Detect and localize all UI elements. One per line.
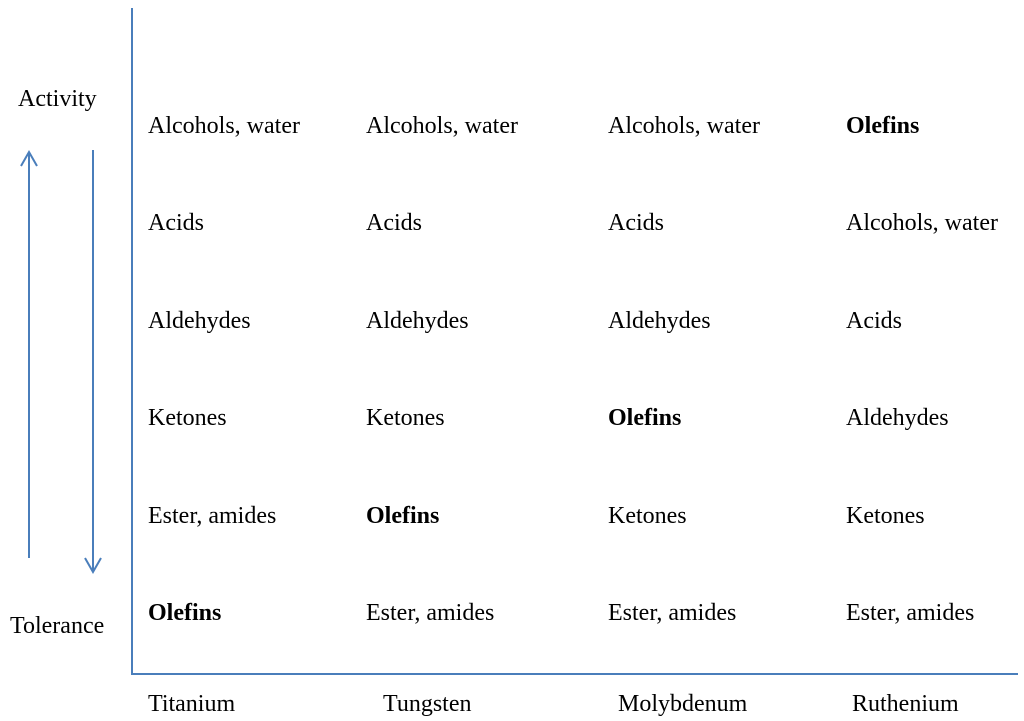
cell-ruthenium-1: Olefins [846, 113, 920, 139]
cell-molybdenum-5: Ketones [608, 503, 687, 529]
cell-tungsten-1: Alcohols, water [366, 113, 518, 139]
cell-tungsten-2: Acids [366, 210, 422, 236]
metal-label-tungsten: Tungsten [383, 691, 472, 717]
cell-titanium-5: Ester, amides [148, 503, 277, 529]
cell-ruthenium-4: Aldehydes [846, 405, 949, 431]
metal-label-molybdenum: Molybdenum [618, 691, 748, 717]
cell-tungsten-4: Ketones [366, 405, 445, 431]
cell-ruthenium-3: Acids [846, 308, 902, 334]
cell-molybdenum-6: Ester, amides [608, 600, 737, 626]
cell-molybdenum-4: Olefins [608, 405, 682, 431]
activity-label: Activity [18, 86, 97, 112]
down-arrow-icon [85, 150, 101, 572]
cell-ruthenium-5: Ketones [846, 503, 925, 529]
cell-ruthenium-6: Ester, amides [846, 600, 975, 626]
cell-titanium-1: Alcohols, water [148, 113, 300, 139]
cell-titanium-4: Ketones [148, 405, 227, 431]
cell-tungsten-5: Olefins [366, 503, 440, 529]
cell-titanium-6: Olefins [148, 600, 222, 626]
up-arrow-icon [21, 152, 37, 558]
cell-molybdenum-3: Aldehydes [608, 308, 711, 334]
cell-tungsten-3: Aldehydes [366, 308, 469, 334]
metal-label-ruthenium: Ruthenium [852, 691, 959, 717]
cell-tungsten-6: Ester, amides [366, 600, 495, 626]
tolerance-label: Tolerance [10, 613, 105, 639]
cell-molybdenum-2: Acids [608, 210, 664, 236]
metal-label-titanium: Titanium [148, 691, 236, 717]
cell-ruthenium-2: Alcohols, water [846, 210, 998, 236]
cell-titanium-3: Aldehydes [148, 308, 251, 334]
cell-titanium-2: Acids [148, 210, 204, 236]
cell-molybdenum-1: Alcohols, water [608, 113, 760, 139]
